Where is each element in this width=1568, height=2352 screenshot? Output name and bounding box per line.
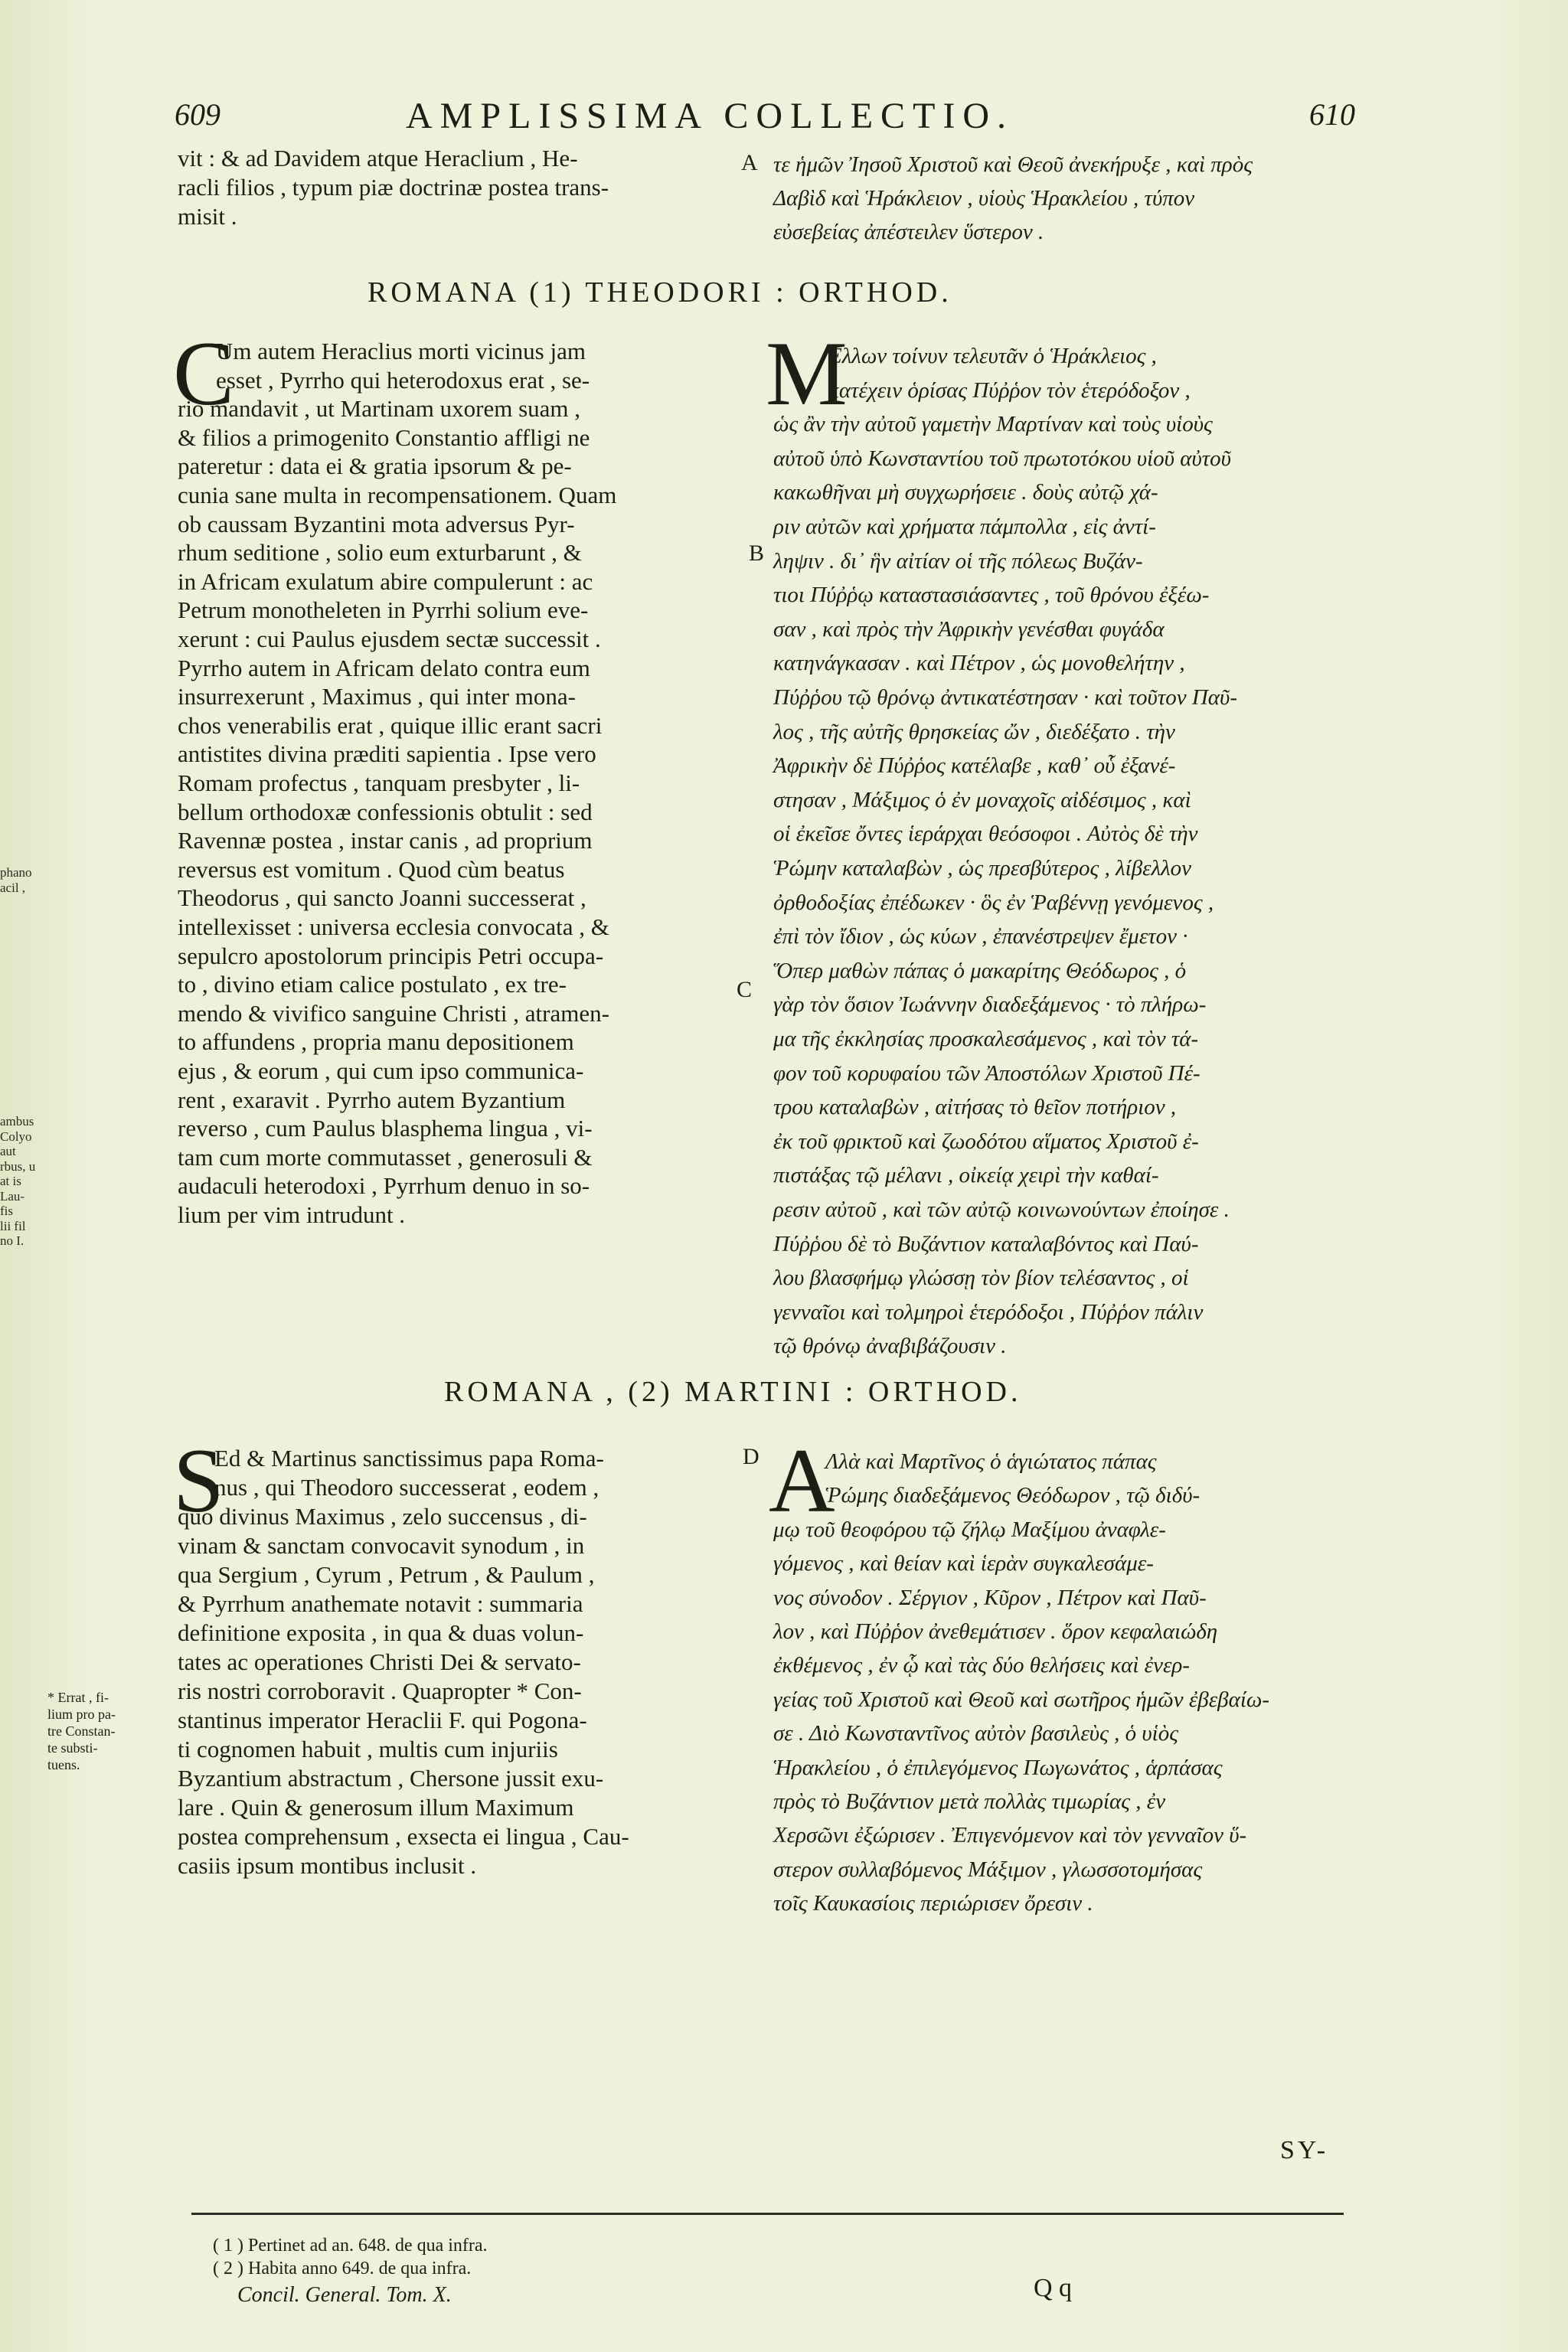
- text-line: vit : & ad Davidem atque Heraclium , He-: [178, 145, 578, 172]
- text-line: μα τῆς ἐκκλησίας προσκαλεσάμενος , καὶ τὸν τά-: [773, 1027, 1199, 1051]
- section-heading-theodori: ROMANA (1) THEODORI : ORTHOD.: [368, 276, 952, 309]
- text-line: γείας τοῦ Χριστοῦ καὶ Θεοῦ καὶ σωτῆρος ἡμῶν ἐβεβαίω-: [773, 1687, 1270, 1712]
- note-line: tuens.: [47, 1757, 80, 1772]
- text-line: Ῥώμην καταλαβὼν , ὡς πρεσβύτερος , λίβελλον: [773, 856, 1192, 880]
- text-line: ἐκ τοῦ φρικτοῦ καὶ ζωοδότου αἵματος Χριστοῦ ἐ-: [773, 1129, 1199, 1154]
- text-line: tates ac operationes Christi Dei & servato-: [178, 1648, 581, 1675]
- text-line: Χερσῶνι ἐξώρισεν . Ἐπιγενόμενον καὶ τὸν γενναῖον ὕ-: [773, 1823, 1247, 1848]
- column-marker-a: A: [741, 150, 758, 175]
- text-line: Ελλων τοίνυν τελευτᾶν ὁ Ἡράκλειος ,: [828, 344, 1157, 368]
- margin-line: ambus: [0, 1114, 34, 1129]
- drop-cap-s: S: [173, 1429, 224, 1531]
- page-number-left: 609: [175, 97, 220, 132]
- text-line: ληψιν . δι᾽ ἣν αἰτίαν οἱ τῆς πόλεως Βυζάν-: [773, 548, 1143, 573]
- margin-line: phano: [0, 865, 32, 880]
- text-line: intellexisset : universa ecclesia convocata , &: [178, 913, 609, 940]
- text-line: mendo & vivifico sanguine Christi , atramen-: [178, 999, 609, 1027]
- text-line: Romam profectus , tanquam presbyter , li-: [178, 769, 580, 796]
- text-line: τιοι Πύῤῥῳ καταστασιάσαντες , τοῦ θρόνου ἐξέω-: [773, 583, 1210, 608]
- text-line: racli filios , typum piæ doctrinæ postea trans-: [178, 174, 609, 201]
- running-title: AMPLISSIMA COLLECTIO.: [406, 96, 1014, 136]
- text-line: τῷ θρόνῳ ἀναβιβάζουσιν .: [773, 1334, 1007, 1359]
- text-line: Πύῤῥου δὲ τὸ Βυζάντιον καταλαβόντος καὶ Παύ-: [773, 1231, 1199, 1256]
- margin-line: no I.: [0, 1233, 24, 1249]
- marginal-note: [47, 1689, 178, 1773]
- text-line: ris nostri corroboravit . Quapropter * Con-: [178, 1677, 582, 1704]
- text-line: lium per vim intrudunt .: [178, 1201, 406, 1228]
- text-line: ρεσιν αὐτοῦ , καὶ τῶν αὐτῷ κοινωνούντων ἐποίησε .: [773, 1197, 1230, 1222]
- text-line: λον , καὶ Πύῤῥον ἀνεθεμάτισεν . ὅρον κεφαλαιώδη: [773, 1619, 1218, 1644]
- text-line: φον τοῦ κορυφαίου τῶν Ἀποστόλων Χριστοῦ Πέ-: [773, 1060, 1200, 1086]
- text-line: audaculi heterodoxi , Pyrrhum denuo in so-: [178, 1172, 590, 1200]
- text-line: nus , qui Theodoro successerat , eodem ,: [214, 1474, 599, 1501]
- text-line: ἐκθέμενος , ἐν ᾧ καὶ τὰς δύο θελήσεις καὶ ἐνερ-: [773, 1653, 1190, 1678]
- text-line: Δαβὶδ καὶ Ἡράκλειον , υἱοὺς Ἡρακλείου , τύπον: [773, 186, 1195, 211]
- text-line: pateretur : data ei & gratia ipsorum & pe-: [178, 452, 572, 480]
- margin-line: acil ,: [0, 880, 26, 895]
- column-marker-c: C: [737, 977, 753, 1002]
- text-line: sepulcro apostolorum principis Petri occupa-: [178, 942, 604, 969]
- margin-line: lii fil: [0, 1218, 26, 1233]
- text-line: quo divinus Maximus , zelo succensus , di-: [178, 1503, 587, 1530]
- text-line: σε . Διὸ Κωνσταντῖνος αὐτὸν βασιλεὺς , ὁ υἱὸς: [773, 1721, 1178, 1746]
- text-line: λος , τῆς αὐτῆς θρησκείας ὤν , διεδέξατο . τὴν: [773, 719, 1175, 744]
- drop-cap-a: A: [769, 1429, 835, 1531]
- margin-line: fis: [0, 1204, 13, 1219]
- text-line: stantinus imperator Heraclii F. qui Pogona-: [178, 1707, 587, 1733]
- text-line: Ravennæ postea , instar canis , ad proprium: [178, 827, 593, 854]
- note-line: te substi-: [47, 1740, 98, 1756]
- text-line: Ed & Martinus sanctissimus papa Roma-: [214, 1445, 604, 1472]
- section-heading-martini: ROMANA , (2) MARTINI : ORTHOD.: [444, 1376, 1022, 1408]
- text-line: antistites divina præditi sapientia . Ipse vero: [178, 740, 596, 768]
- catchword: SY-: [1280, 2136, 1329, 2164]
- text-line: ob caussam Byzantini mota adversus Pyr-: [178, 510, 575, 537]
- text-line: ὡς ἂν τὴν αὐτοῦ γαμετὴν Μαρτίναν καὶ τοὺς υἱοὺς: [773, 412, 1213, 437]
- column-marker-d: D: [743, 1444, 760, 1469]
- note-line: tre Constan-: [47, 1723, 116, 1739]
- text-line: κατέχειν ὁρίσας Πύῤῥον τὸν ἑτερόδοξον ,: [828, 377, 1191, 403]
- text-line: ὀρθοδοξίας ἐπέδωκεν · ὃς ἐν Ῥαβέννῃ γενόμενος ,: [773, 890, 1214, 915]
- text-line: ti cognomen habuit , multis cum injuriis: [178, 1736, 558, 1762]
- text-line: rio mandavit , ut Martinam uxorem suam ,: [178, 395, 581, 423]
- drop-cap-c: C: [173, 322, 235, 424]
- text-line: cunia sane multa in recompensationem. Quam: [178, 482, 617, 508]
- margin-line: Colyo: [0, 1129, 32, 1144]
- note-line: lium pro pa-: [47, 1707, 116, 1722]
- text-line: πρὸς τὸ Βυζάντιον μετὰ πολλὰς τιμωρίας , ἐν: [773, 1789, 1166, 1814]
- text-line: tam cum morte commutasset , generosuli &: [178, 1143, 593, 1171]
- text-line: postea comprehensum , exsecta ei lingua , Cau-: [178, 1823, 629, 1850]
- text-line: Ἀφρικὴν δὲ Πύῤῥος κατέλαβε , καθ᾽ οὗ ἐξανέ-: [773, 753, 1176, 779]
- text-line: Πύῤῥου τῷ θρόνῳ ἀντικατέστησαν · καὶ τοῦτον Παῦ-: [773, 685, 1237, 710]
- margin-line: at is: [0, 1174, 21, 1189]
- text-line: Pyrrho autem in Africam delato contra eum: [178, 654, 590, 681]
- left-margin-fragment-lower: [0, 1114, 40, 1249]
- text-line: γὰρ τὸν ὅσιον Ἰωάννην διαδεξάμενος · τὸ πλήρω-: [773, 992, 1207, 1018]
- text-line: Ἡρακλείου , ὁ ἐπιλεγόμενος Πωγωνάτος , ἁρπάσας: [773, 1755, 1223, 1780]
- text-line: εὐσεβείας ἀπέστειλεν ὕστερον .: [773, 220, 1044, 244]
- text-line: & filios a primogenito Constantio affligi ne: [178, 423, 590, 451]
- text-line: esset , Pyrrho qui heterodoxus erat , se-: [216, 366, 590, 394]
- text-line: in Africam exulatum abire compulerunt : ac: [178, 567, 593, 595]
- text-line: Ῥώμης διαδεξάμενος Θεόδωρον , τῷ διδύ-: [825, 1483, 1200, 1508]
- text-line: reversus est vomitum . Quod cùm beatus: [178, 855, 565, 883]
- text-line: νος σύνοδον . Σέργιον , Κῦρον , Πέτρον καὶ Παῦ-: [773, 1585, 1207, 1610]
- margin-line: Lau-: [0, 1188, 25, 1204]
- text-line: ἐπὶ τὸν ἴδιον , ὡς κύων , ἐπανέστρεψεν ἔμετον ·: [773, 924, 1188, 949]
- footnote-rule: [191, 2213, 1344, 2215]
- text-line: Um autem Heraclius morti vicinus jam: [216, 338, 586, 364]
- left-margin-fragment-upper: [0, 865, 40, 895]
- text-line: μῳ τοῦ θεοφόρου τῷ ζήλῳ Μαξίμου ἀναφλε-: [773, 1517, 1166, 1542]
- text-line: ejus , & eorum , qui cum ipso communica-: [178, 1057, 584, 1084]
- text-line: Petrum monotheleten in Pyrrhi solium eve-: [178, 596, 589, 624]
- margin-line: aut: [0, 1144, 16, 1159]
- text-line: κατηνάγκασαν . καὶ Πέτρον , ὡς μονοθελήτην ,: [773, 651, 1185, 676]
- text-line: qua Sergium , Cyrum , Petrum , & Paulum ,: [178, 1561, 595, 1588]
- text-line: chos venerabilis erat , quique illic erant sacri: [178, 711, 603, 739]
- text-line: to , divino etiam calice postulato , ex tre-: [178, 971, 567, 998]
- text-line: misit .: [178, 203, 237, 230]
- text-line: σαν , καὶ πρὸς τὴν Ἀφρικὴν γενέσθαι φυγάδα: [773, 616, 1165, 642]
- text-line: xerunt : cui Paulus ejusdem sectæ successit .: [178, 626, 601, 652]
- text-line: vinam & sanctam convocavit synodum , in: [178, 1532, 585, 1559]
- text-line: & Pyrrhum anathemate notavit : summaria: [178, 1590, 583, 1617]
- text-line: αὐτοῦ ὑπὸ Κωνσταντίου τοῦ πρωτοτόκου υἱοῦ αὐτοῦ: [773, 446, 1231, 471]
- text-line: τε ἡμῶν Ἰησοῦ Χριστοῦ καὶ Θεοῦ ἀνεκήρυξε , καὶ πρὸς: [773, 152, 1253, 177]
- column-marker-b: B: [749, 541, 765, 566]
- footnote-1: ( 1 ) Pertinet ad an. 648. de qua infra.: [213, 2236, 488, 2256]
- footnote-2: ( 2 ) Habita anno 649. de qua infra.: [213, 2259, 472, 2278]
- text-line: Byzantium abstractum , Chersone jussit exu-: [178, 1765, 604, 1792]
- text-line: τρου καταλαβὼν , αἰτήσας τὸ θεῖον ποτήριον ,: [773, 1095, 1177, 1120]
- text-line: Theodorus , qui sancto Joanni successerat ,: [178, 884, 586, 912]
- text-line: reverso , cum Paulus blasphema lingua , vi-: [178, 1115, 593, 1142]
- text-line: to affundens , propria manu depositionem: [178, 1028, 574, 1056]
- text-line: τοῖς Καυκασίοις περιώρισεν ὄρεσιν .: [773, 1891, 1093, 1916]
- text-line: λου βλασφήμῳ γλώσσῃ τὸν βίον τελέσαντος , οἱ: [773, 1266, 1189, 1291]
- signature-mark: Q q: [1034, 2274, 1073, 2302]
- text-line: rhum seditione , solio eum exturbarunt , &: [178, 539, 582, 567]
- page-number-right: 610: [1309, 97, 1355, 132]
- text-line: insurrexerunt , Maximus , qui inter mona-: [178, 683, 577, 710]
- margin-line: rbus, u: [0, 1158, 36, 1174]
- text-line: κακωθῆναι μὴ συγχωρήσειε . δοὺς αὐτῷ χά-: [773, 480, 1158, 505]
- text-line: Ὅπερ μαθὼν πάπας ὁ μακαρίτης Θεόδωρος , ὁ: [773, 958, 1187, 983]
- text-line: πιστάξας τῷ μέλανι , οἰκείᾳ χειρὶ τὴν καθαί-: [773, 1163, 1159, 1188]
- text-line: lare . Quin & generosum illum Maximum: [178, 1794, 574, 1821]
- note-line: * Errat , fi-: [47, 1690, 109, 1705]
- text-line: γενναῖοι καὶ τολμηροὶ ἑτερόδοξοι , Πύῤῥον πάλιν: [773, 1299, 1204, 1325]
- text-line: γόμενος , καὶ θείαν καὶ ἱερὰν συγκαλεσάμε-: [773, 1551, 1154, 1576]
- text-line: οἱ ἐκεῖσε ὄντες ἱεράρχαι θεόσοφοι . Αὐτὸς δὲ τὴν: [773, 822, 1198, 847]
- text-line: bellum orthodoxæ confessionis obtulit : sed: [178, 798, 593, 825]
- text-line: στησαν , Μάξιμος ὁ ἐν μοναχοῖς αἰδέσιμος , καὶ: [773, 787, 1191, 812]
- text-line: Λλὰ καὶ Μαρτῖνος ὁ ἁγιώτατος πάπας: [825, 1449, 1157, 1474]
- drop-cap-m: M: [766, 322, 848, 424]
- text-line: definitione exposita , in qua & duas volun-: [178, 1619, 584, 1646]
- volume-reference: Concil. General. Tom. X.: [237, 2283, 452, 2307]
- text-line: ριν αὐτῶν καὶ χρήματα πάμπολλα , εἰς ἀντί-: [773, 514, 1156, 539]
- text-line: casiis ipsum montibus inclusit .: [178, 1852, 477, 1879]
- text-line: rent , exaravit . Pyrrho autem Byzantium: [178, 1086, 566, 1113]
- text-line: στερον συλλαβόμενος Μάξιμον , γλωσσοτομήσας: [773, 1857, 1203, 1882]
